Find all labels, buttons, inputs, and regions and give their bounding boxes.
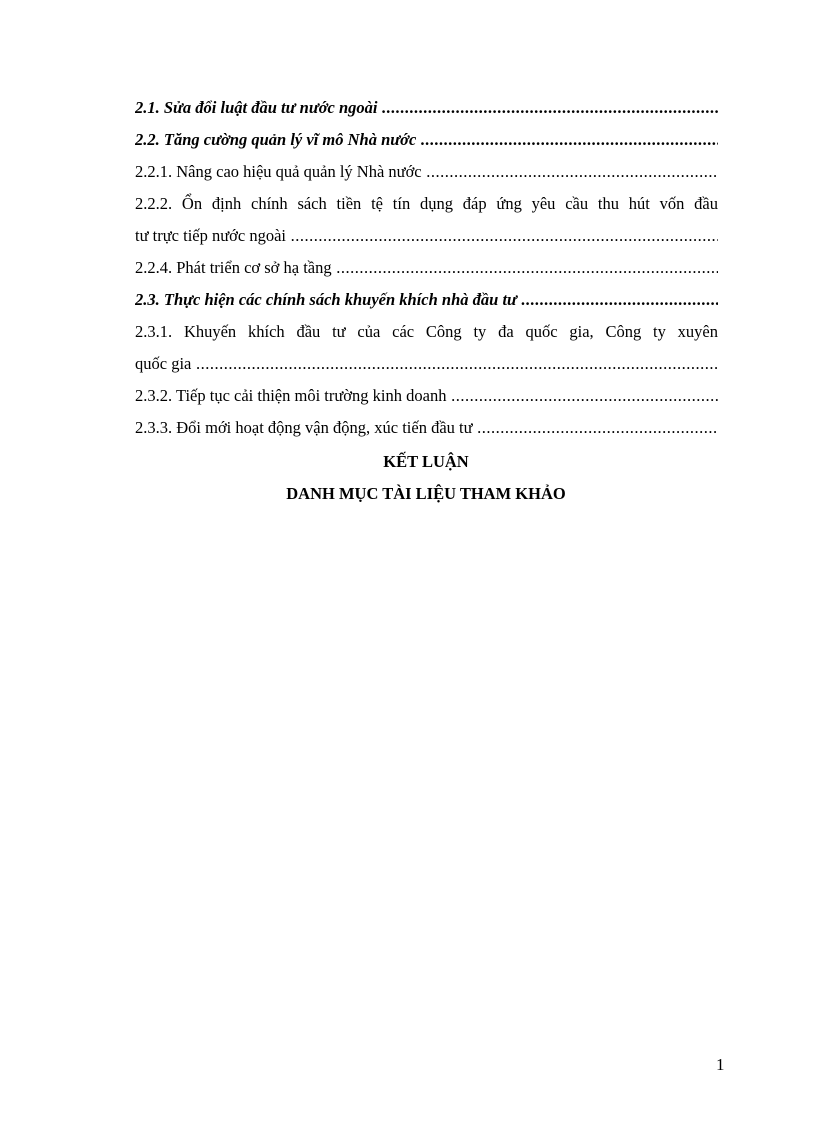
table-of-contents xyxy=(135,92,718,444)
toc-leader-dots xyxy=(378,98,718,117)
page-number: 1 xyxy=(716,1055,725,1074)
toc-entry-2-3-3 xyxy=(135,412,718,444)
toc-entry-number: 2.3.2. xyxy=(135,386,173,405)
toc-leader-dots xyxy=(416,130,718,149)
toc-entry-first-line xyxy=(135,316,718,348)
toc-heading-references: DANH MỤC TÀI LIỆU THAM KHẢO xyxy=(286,484,566,503)
toc-leader-dots xyxy=(191,354,718,373)
toc-entry-number: 2.2. xyxy=(135,130,160,149)
toc-entry-number: 2.1. xyxy=(135,98,160,117)
toc-entry-title: Phát triển cơ sở hạ tầng xyxy=(176,258,332,277)
toc-entry-title-continued: tư trực tiếp nước ngoài xyxy=(135,226,287,245)
toc-leader-dots xyxy=(286,226,718,245)
toc-entry-title: Sửa đổi luật đầu tư nước ngoài xyxy=(163,98,378,117)
toc-leader-dots xyxy=(332,258,718,277)
toc-entry-number: 2.2.4. xyxy=(135,258,173,277)
toc-leader-dots xyxy=(446,386,718,405)
toc-entry-number: 2.2.2. xyxy=(135,194,173,213)
toc-entry-number: 2.3.3. xyxy=(135,418,173,437)
toc-entry-2-2-4 xyxy=(135,252,718,284)
toc-entry-title-continued: quốc gia xyxy=(135,354,192,373)
toc-entry-title: Tăng cường quản lý vĩ mô Nhà nước xyxy=(163,130,417,149)
toc-entry-2-3-2 xyxy=(135,380,718,412)
toc-entry-2-3-1 xyxy=(135,316,718,380)
toc-entry-2-2-2 xyxy=(135,188,718,252)
toc-entry-2-2-1 xyxy=(135,156,718,188)
toc-entry-second-line xyxy=(135,220,718,252)
toc-leader-dots xyxy=(473,418,718,437)
toc-entry-title: Tiếp tục cải thiện môi trường kinh doanh xyxy=(175,386,447,405)
toc-entry-2-2 xyxy=(135,124,718,156)
toc-entry-title: Thực hiện các chính sách khuyến khích nhà đầu tư xyxy=(163,290,517,309)
toc-entry-first-line xyxy=(135,188,718,220)
toc-leader-dots xyxy=(422,162,718,181)
toc-entry-number: 2.3. xyxy=(135,290,160,309)
toc-entry-second-line xyxy=(135,348,718,380)
toc-entry-title: Ổn định chính sách tiền tệ tín dụng đáp ứng yêu cầu thu hút vốn đầu xyxy=(181,194,719,213)
toc-entry-2-1 xyxy=(135,92,718,124)
toc-entry-2-3 xyxy=(135,284,718,316)
toc-entry-number: 2.2.1. xyxy=(135,162,173,181)
toc-entry-title: Nâng cao hiệu quả quản lý Nhà nước xyxy=(176,162,422,181)
toc-heading-conclusion: KẾT LUẬN xyxy=(383,452,469,471)
toc-entry-number: 2.3.1. xyxy=(135,322,173,341)
toc-leader-dots xyxy=(517,290,718,309)
toc-entry-title: Khuyến khích đầu tư của các Công ty đa quốc gia, Công ty xuyên xyxy=(183,322,718,341)
toc-entry-title: Đổi mới hoạt động vận động, xúc tiến đầu tư xyxy=(176,418,473,437)
